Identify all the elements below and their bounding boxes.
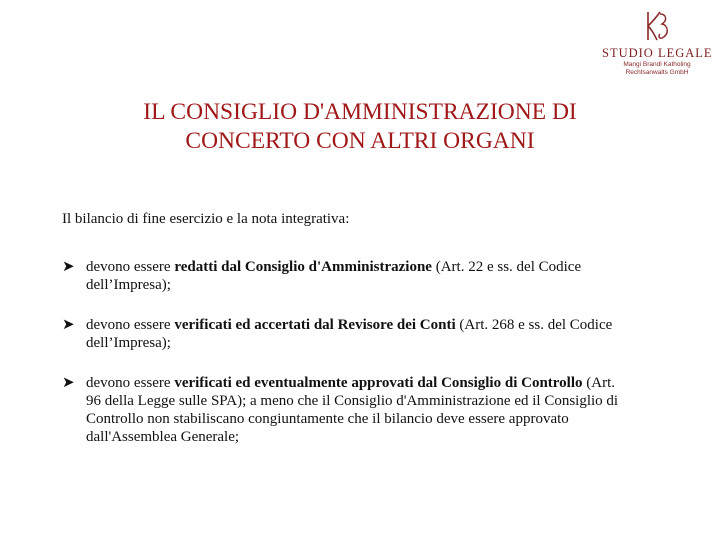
logo-subtitle-1: Mangi Brandl Katholing (623, 61, 691, 68)
list-item (62, 258, 622, 294)
list-item (62, 374, 622, 446)
kb-monogram-icon (640, 8, 674, 44)
bullet-list (62, 258, 622, 468)
slide-title (0, 98, 720, 156)
title-line-2: CONCERTO CON ALTRI ORGANI (185, 128, 535, 154)
logo-firm-name: STUDIO LEGALE (602, 46, 713, 60)
arrow-bullet-icon: ➤ (62, 375, 75, 391)
intro-text: Il bilancio di fine esercizio e la nota integrativa: (62, 211, 350, 227)
bullet-pre: devono essere (86, 375, 175, 391)
bullet-bold: redatti dal Consiglio d'Amministrazione (174, 259, 432, 275)
arrow-bullet-icon: ➤ (62, 259, 75, 275)
studio-logo (602, 8, 712, 77)
bullet-bold: verificati ed accertati dal Revisore dei Conti (174, 317, 456, 333)
bullet-pre: devono essere (86, 317, 175, 333)
logo-subtitle-2: Rechtsanwalts GmbH (625, 69, 689, 76)
list-item (62, 316, 622, 352)
bullet-post: (Art. 22 e ss. del Codice dell’Impresa); (86, 259, 582, 293)
bullet-post: (Art. 268 e ss. del Codice dell’Impresa); (86, 317, 613, 351)
bullet-post: (Art. 96 della Legge sulle SPA); a meno che il Consiglio d'Amministrazione ed il Consiglio di Controllo non stabiliscano congiuntamente che il bilancio deve essere approvato dall'Assemblea Generale; (86, 375, 619, 445)
bullet-pre: devono essere (86, 259, 175, 275)
title-line-1: IL CONSIGLIO D'AMMINISTRAZIONE DI (143, 99, 577, 125)
bullet-bold: verificati ed eventualmente approvati dal Consiglio di Controllo (174, 375, 583, 391)
arrow-bullet-icon: ➤ (62, 317, 75, 333)
